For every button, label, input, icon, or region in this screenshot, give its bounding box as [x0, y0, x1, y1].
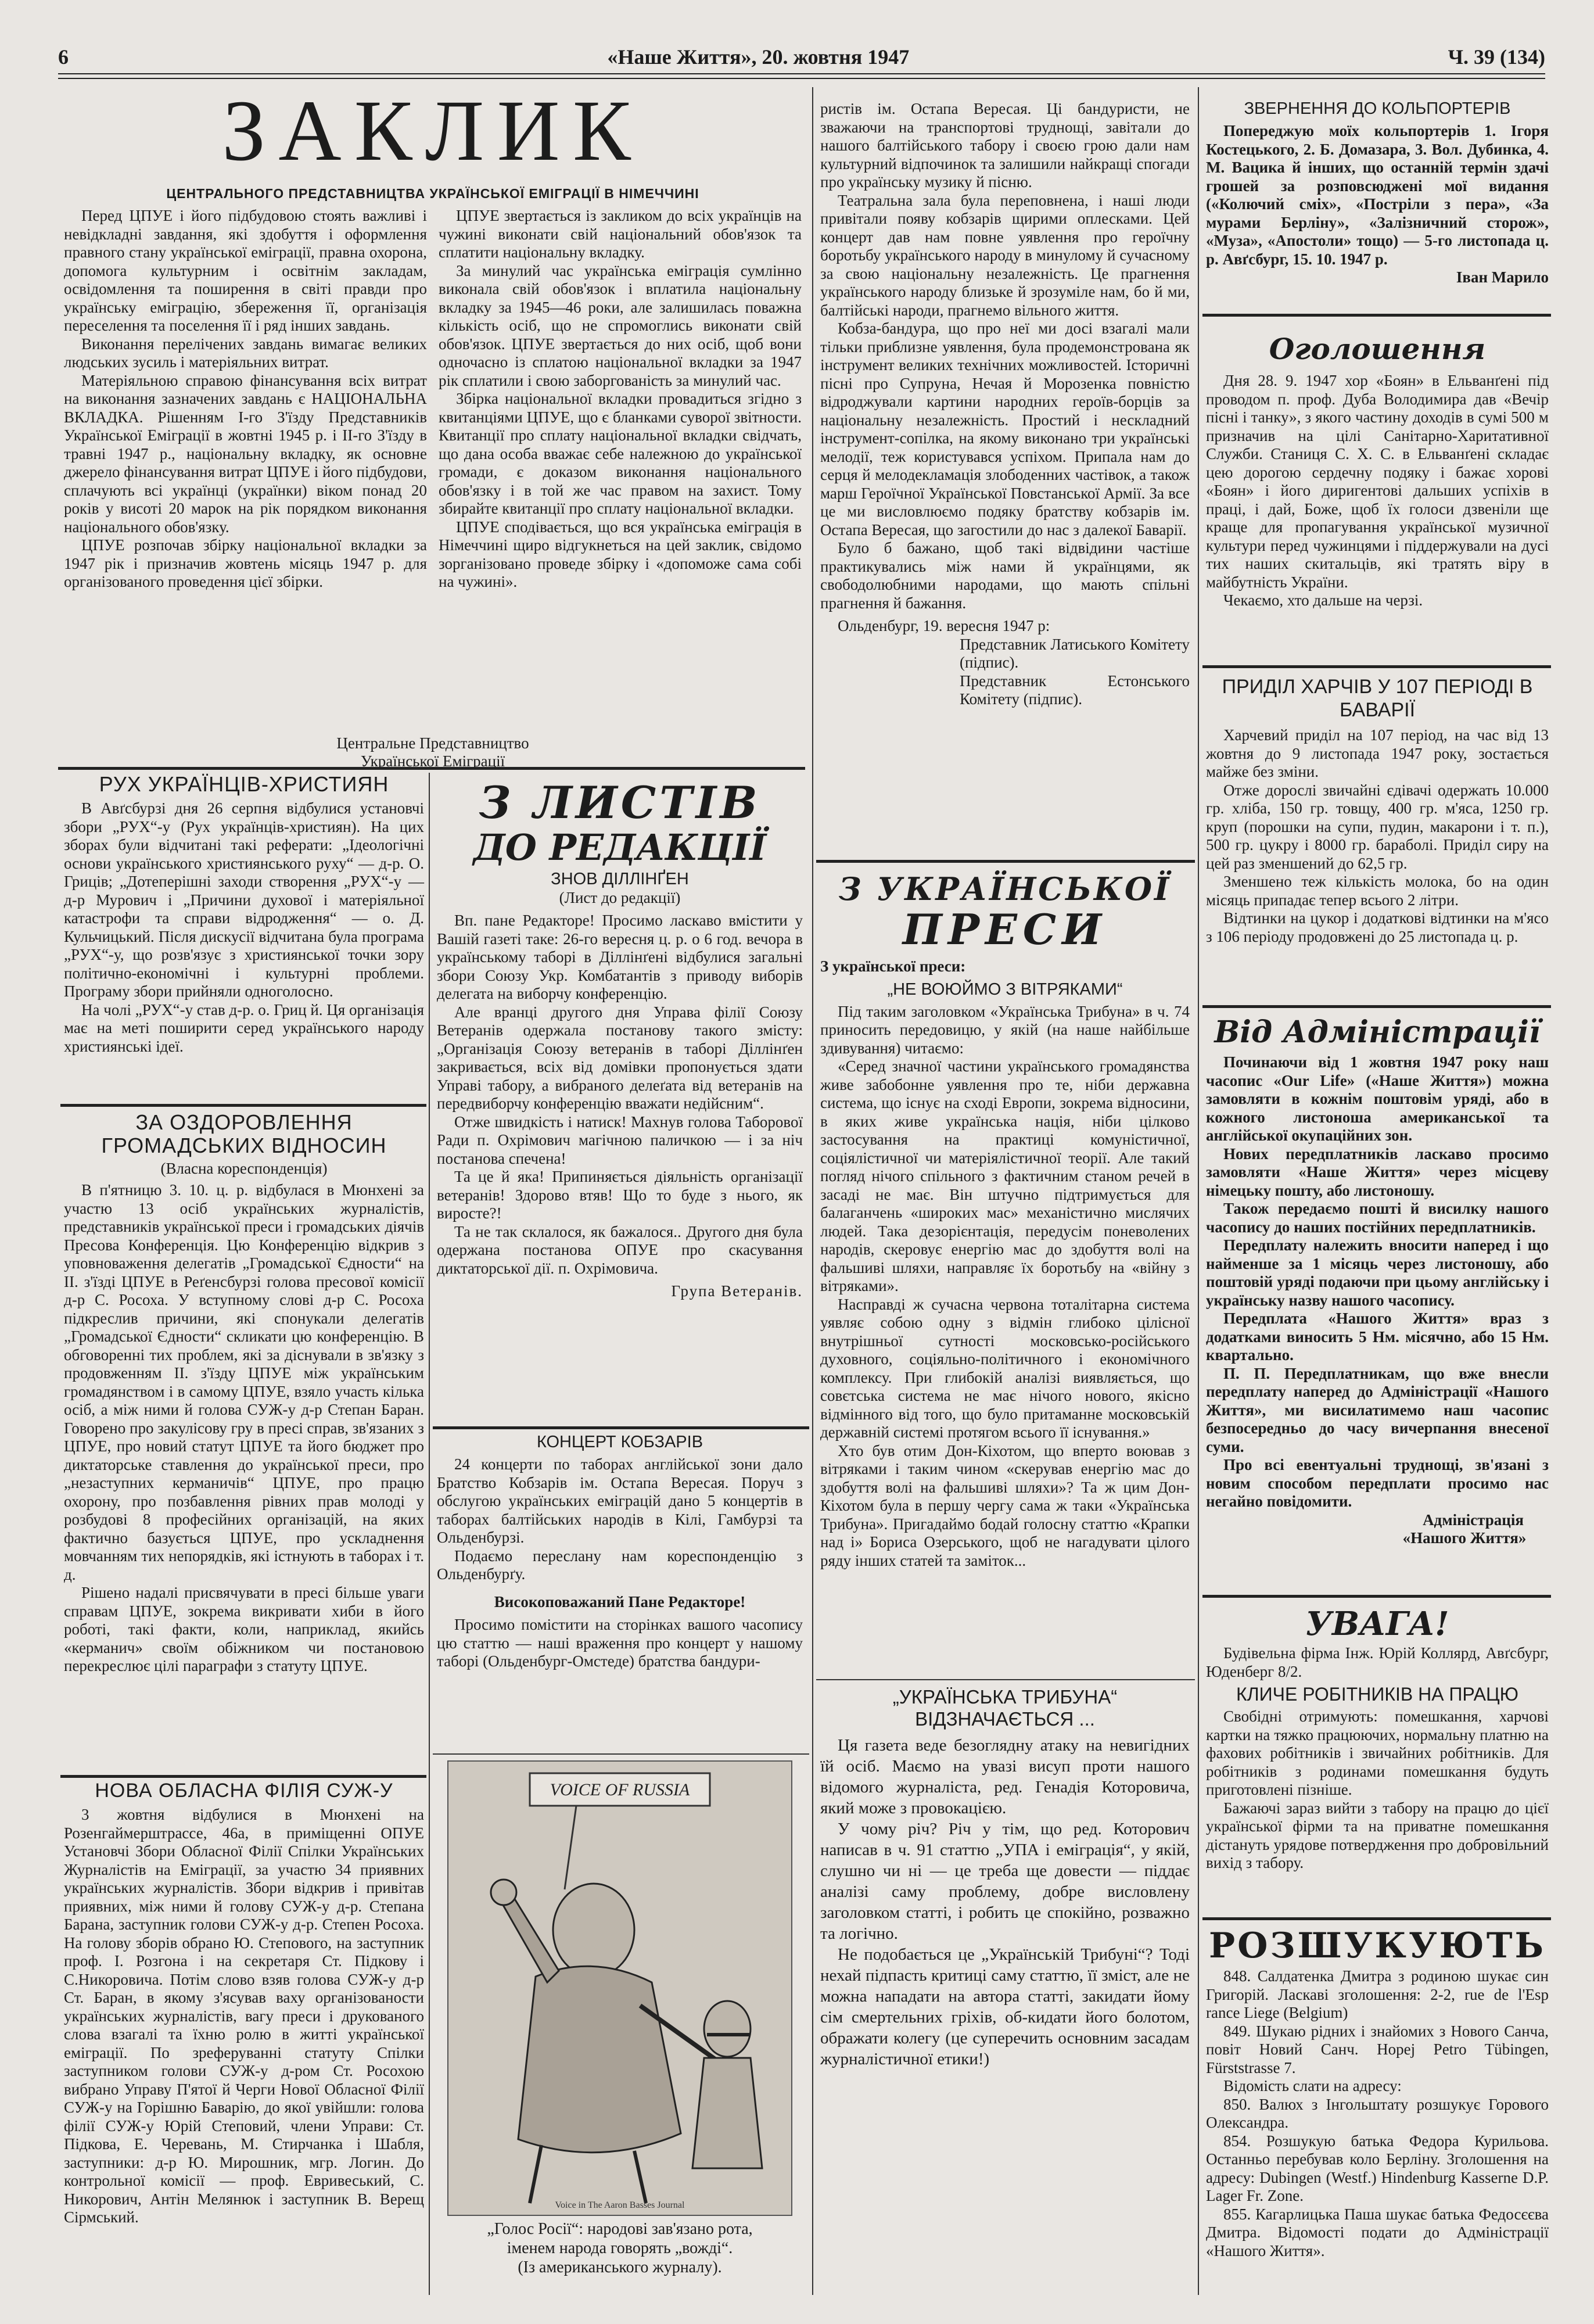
trybuna-title: „УКРАЇНСЬКА ТРИБУНА“ ВІДЗНАЧАЄТЬСЯ ... [892, 1686, 1118, 1730]
paragraph: Попереджую моїх кольпортерів 1. Ігоря Костецького, 2. Б. Домазара, 3. Вол. Дубинка, 4. М. Вацика й інших, що останній термін здачі грошей за розповсюджені мої видання («Колючий сміх», «Постріли з пера», «За мурами Берліну», «Залізничний сторож», «Муза», «Апостоли» тощо) — 5-го листопада ц. р. Авґсбург, 15. 10. 1947 р. [1206, 122, 1549, 268]
ozdorovlennia-title: ЗА ОЗДОРОВЛЕННЯ ГРОМАДСЬКИХ ВІДНОСИН [101, 1110, 387, 1157]
section-rule [433, 1753, 809, 1755]
paragraph: Отже швидкість і натиск! Махнув голова Таборової Ради п. Охрімович магічною паличкою — і за ніч постанова спечена! [437, 1113, 803, 1167]
notice-item: 849. Шукаю рідних і знайомих з Нового Санча, повіт Новий Санч. Hopej Petro Tübingen, Fürststrasse 7. [1206, 2022, 1549, 2076]
paragraph: «Серед значної частини українського громадянства живе забобонне уявлення про те, ніби державна система, що існує на сході Европи, зокрема відносини, в яких живе українська нація, ніби цілково застосування на практиці комуністичної, соціялістичної чи матеріялістичної теорії. Але такий погляд нічого спільного з фактичним станом речей в засаді не має. Він штучно підтримується для балаганчень «широких мас» механістично мислячих людей. Така дезорієнтація, передусім поневолених народів, скеровує енергію мас до здобуття волі на фальшиві шляхи, направляє їх боротьбу на «війну з вітряками». [820, 1057, 1190, 1294]
rukh-article [64, 773, 424, 1056]
paragraph: Кобза-бандура, що про неї ми досі взагалі мали тільки приблизне уявлення, була продемонстрована як інструмент великих технічних можливостей. Історичні пісні про Супруна, Нечая й Морозенка повністю відроджували картини народних героїв-борців за національну незалежність. Простий і нескладний інструмент-сопілка, на якому виконано три українські мелодії, теж користувався успіхом. Припала нам до серця й мелодекламація злободенних частівок, а також марш Героїчної Української Повстанської Армії. За все це ми висловлюємо подяку братству кобзарів ім. Остапа Вересая, що загостили до нас з далекої Баварії. [820, 320, 1190, 539]
zaklyk-col1 [64, 207, 427, 591]
paragraph: У чому річ? Річ у тім, що ред. Которович написав в ч. 91 статтю „УПА і еміграція“, у якій, слушно чи ні — це треба ще довести — піддає аналізі саму проблему, добре висловлену заголовком статті, і робить це спокійно, розважно та логічно. [820, 1820, 1190, 1943]
paragraph: Та це й яка! Припиняється діяльність організації ветеранів! Здорово втяв! Що то буде з нього, як виросте?! [437, 1168, 803, 1222]
cartoon-banner-text: VOICE OF RUSSIA [550, 1780, 690, 1799]
zaklyk-article [64, 83, 802, 202]
paragraph: Відтинки на цукор і додаткові відтинки на м'ясо з 106 періоду продовжені до 25 листопада ц. р. [1206, 909, 1549, 945]
paragraph: Матеріяльною справою фінансування всіх витрат на виконання зазначених завдань є НАЦІОНАЛЬНА ВКЛАДКА. Рішенням I-го З'їзду Представників Української Еміграції в жовтні 1945 р. і II-го З'їзду в травні 1947 р., національну вкладку, як основне джерело фінансування витрат ЦПУЕ і його підбудови, сплачують всі українці (українки) віком понад 20 років у висоті 20 марок на рік порядком виконання національного обов'язку. [64, 371, 427, 536]
kolporters-signature: Іван Марило [1456, 268, 1549, 286]
presa-article [820, 871, 1190, 1570]
lysty-subtitle2: (Лист до редакції) [559, 889, 681, 906]
lysty-subtitle: ЗНОВ ДІЛЛІНҐЕН [551, 870, 689, 888]
cartoon-caption-line: (Із американського журналу). [518, 2258, 722, 2276]
trybuna-article [820, 1686, 1190, 2070]
paragraph: 24 концерти по таборах англійської зони дало Братство Кобзарів ім. Остапа Вересая. Поруч з обслугою українських еміграцій дано 5 концертів в таборах балтійських народів в Кілі, Гамбурзі та Ольденбурзі. [437, 1455, 803, 1546]
koncert-salutation: Високоповажаний Пане Редакторе! [494, 1593, 746, 1611]
column-rule [1198, 87, 1199, 2295]
header-rule [58, 73, 1545, 79]
rukh-title: РУХ УКРАЇНЦІВ-ХРИСТИЯН [99, 772, 389, 796]
koncert-title: КОНЦЕРТ КОБЗАРІВ [536, 1433, 703, 1451]
paragraph: Отже дорослі звичайні єдівачі одержать 10.000 гр. хліба, 150 гр. товщу, 400 гр. м'яса, 1250 гр. круп (порошки на супи, пудин, макарони і т. п.), 500 гр. цукру і 8000 гр. бараболі. Приділ сиру на цей раз зменшений до 62,5 гр. [1206, 781, 1549, 872]
admin-notice [1206, 1014, 1549, 1548]
paragraph: Передплата «Нашого Життя» враз з додатками виносить 5 Нм. місячно, або 15 Нм. квартально. [1206, 1310, 1549, 1364]
signature-estonian: Представник Естонського Комітету (підпис). [960, 672, 1190, 708]
suzh-article [64, 1779, 424, 2227]
paragraph: ЦПУЕ розпочав збірку національної вкладки за 1947 рік і призначив жовтень місяць 1947 р. для організованого проведення цієї збірки. [64, 536, 427, 590]
zaklyk-col2 [439, 207, 802, 591]
paragraph: Було б бажано, щоб такі відвідини частіше практикувались між нами й українцями, як свободолюбними народами, що мають спільні прагнення й бажання. [820, 539, 1190, 612]
section-rule [816, 1679, 1195, 1680]
presa-article-title: „НЕ ВОЮЙМО З ВІТРЯКАМИ“ [887, 980, 1123, 999]
lysty-title-line1: З ЛИСТІВ [479, 777, 761, 829]
ogoloshennia-title: Оголошення [1269, 332, 1486, 366]
paragraph: ЦПУЕ звертається із закликом до всіх українців на чужині виконати свій національний обов'язок та сплатити національну вкладку. [439, 207, 802, 261]
paragraph: 3 жовтня відбулися в Мюнхені на Розенгаймерштрассе, 46а, в приміщенні ОПУЕ Установчі Збори Обласної Філії Спілки Українських Журналістів на Еміграції, за участю 34 приявних українських журналістів. Збори відкрив і привітав приявних, між ними й голову СУЖ-у д-р. Степана Барана, заступник голови СУЖ-у д-р. Степен Росоха. На голову зборів обрано Ю. Степового, на заступник проф. І. Розгона і на секретаря Ст. Підкову і С.Никоровича. Потім слово взяв голова СУЖ-у д-р Ст. Баран, в якому з'ясував ваху організованости українських журналістів, вагу преси і друкованого слова взагалі та їхню ролю в житті української еміграції. По зреферуванні статуту Спілки заступником голови СУЖ-у д-ром Ст. Росохою вибрано Управу П'ятої й Черги Нової Обласної Філії СУЖ-у на Горішню Баварію, до якої увійшли: голова філії СУЖ-у Юрій Степовий, члени Управи: Ст. Підкова, Е. Черевань, М. Стирчанка і Шабля, заступники: д-р Ю. Мирошник, мгр. Логин. До контрольної комісії — проф. Евривеський, С. Никорович, Антін Мелянюк і заступник В. Верещ Сірмський. [64, 1806, 424, 2226]
food-title: ПРИДІЛ ХАРЧІВ У 107 ПЕРІОДІ В БАВАРІЇ [1222, 676, 1533, 721]
paragraph: Театральна зала була переповнена, і наші люди привітали появу кобзарів щирими оплесками. Цей концерт дав нам повне уявлення про героїчну боротьбу українського народу в минулому й сучасному за свою національну незалежність. Це прагнення українського народу близьке й зрозуміле нам, бо й ми, балтійські народи, прагнемо вільного життя. [820, 191, 1190, 319]
paragraph: Харчевий приділ на 107 період, на час від 13 жовтня до 9 листопада 1947 року, зостається майже без зміни. [1206, 726, 1549, 780]
cartoon-drawing [448, 1762, 791, 2215]
paragraph: П. П. Передплатникам, що вже внесли передплату наперед до Адміністрації «Нашого Життя», ми висилатимемо наш часопис безпосередньо до часу вичерпання внесеної суми. [1206, 1364, 1549, 1455]
paragraph: В п'ятницю 3. 10. ц. р. відбулася в Мюнхені за участю 13 осіб українських журналістів, представників української преси і громадських діячів Пресова Конференція. Цю Конференцію відкрив з уповноваження делегатів „Громадської Єдности“ на II. з'їзді ЦПУЕ в Реґенсбурзі голова пресової комісії д-р С. Росоха. У вступному слові д-р С. Росоха підкреслив причини, які спонукали делегатів „Громадської Єдности“ скликати цю конференцію. В обговоренні тих проблем, які за діснували в зв'язку з продовженням II. з'їзду ЦПУЕ між українським громадянством і в самому ЦПУЕ, взяло участь кілька осіб, а між ними й голова СУЖ-у д-р Степан Баран. Говорено про закулісову гру в пресі справ, зв'язаних з ЦПУЕ, про новий статут ЦПУЕ та його бюджет про диктаторське ставлення до української преси, про „незаступних керманичів“ ЦПУЕ, про працю охорону, про позбавлення рівних прав молоді у розбудові 8 професійних організацій, на яких фактично базується ЦПУЕ, про ускладнення мовчанням тих непорядків, які істнують в таборах і т. д. [64, 1181, 424, 1583]
signature-latvian: Представник Латиського Комітету (підпис). [960, 635, 1190, 671]
page-number: 6 [58, 45, 69, 69]
paragraph: Також передаємо пошті й висилку нашого часопису до наших постійних передплатників. [1206, 1200, 1549, 1236]
section-rule [58, 767, 805, 770]
paragraph: ЦПУЕ сподівається, що вся українська еміграція в Німеччині щиро відгукнеться на цей заклик, свідомо зорганізовано проведе збірку і «допоможе сама собі на чужині». [439, 518, 802, 590]
section-rule [1202, 665, 1551, 668]
paragraph: Бажаючі зараз вийти з табору на працю до цієї української фірми та на приватне помешкання дістануть урядове потвердження про добровільний вихід з табору. [1206, 1799, 1549, 1871]
suzh-title: НОВА ОБЛАСНА ФІЛІЯ СУЖ-У [95, 1780, 393, 1802]
paragraph: Насправді ж сучасна червона тоталітарна система уявляє собою одну з відмін глибоко цілісної внутрішньої сутності московсько-російського духовного, соціяльно-політичного і економічного комплексу. При глибокій аналізі виявляється, що совєтська система не має нічого нового, якісно відмінного від того, що було притаманне московській державній системі протягом всього її існування.» [820, 1295, 1190, 1441]
section-rule [1202, 1595, 1551, 1598]
publication-title: «Наше Життя», 20. жовтня 1947 [607, 45, 910, 69]
rozshukuiut-title: РОЗШУКУЮТЬ [1208, 1925, 1546, 1966]
paragraph: Просимо помістити на сторінках вашого часопису цю статтю — наші враження про концерт у нашому таборі (Ольденбург-Омстеде) братства бандури- [437, 1616, 803, 1670]
notice-item: 850. Валюх з Інгольштату розшукує Горового Олександра. [1206, 2095, 1549, 2131]
zaklyk-title: ЗАКЛИК [222, 83, 644, 179]
paragraph: Перед ЦПУЕ і його підбудовою стоять важливі і невідкладні завдання, які здобуття і оформлення правного стану української еміграції, правна охорона, допомога культурним і освітнім закладам, освідомлення та поширення в світі правди про українську еміграцію, збереження її, організація переселення та поселення її і ряд інших завдань. [64, 207, 427, 334]
notice-item: Відомість слати на адресу: [1223, 2077, 1402, 2095]
firm-name: Будівельна фірма Інж. Юрій Коллярд, Авґсбург, Юденберг 8/2. [1206, 1644, 1549, 1680]
notice-item: 855. Кагарлицька Паша шукає батька Федосєєва Дмитра. Відомості подати до Адміністрації «Нашого Життя». [1206, 2205, 1549, 2260]
ozdorovlennia-article [64, 1111, 424, 1676]
paragraph: Але вранці другого дня Управа філії Союзу Ветеранів одержала постанову такого змісту: „Організація Союзу ветеранів в таборі Діллінґен закривається, всіх від домівки пропонується здати Управі табору, а вибраного делеґата від ветеранів на передвиборчу конференцію вважати недійсним“. [437, 1003, 803, 1112]
paragraph: Вп. пане Редакторе! Просимо ласкаво вмістити у Вашій газеті таке: 26-го вересня ц. р. о 6 год. вечора в українському таборі в Діллінґені відбулися загальні збори Союзу Укр. Комбатантів з приводу виборів делегата на виборчу конференцію. [437, 912, 803, 1002]
uvaga-heading: КЛИЧЕ РОБІТНИКІВ НА ПРАЦЮ [1236, 1684, 1518, 1705]
presa-title-line2: ПРЕСИ [902, 905, 1108, 954]
issue-number: Ч. 39 (134) [1448, 45, 1545, 69]
koncert-article [437, 1432, 803, 1671]
zaklyk-signature: Центральне Представництво Української Еміграції [336, 734, 529, 770]
zaklyk-subtitle: ЦЕНТРАЛЬНОГО ПРЕДСТАВНИЦТВА УКРАЇНСЬКОЇ ЕМІГРАЦІЇ В НІМЕЧЧИНІ [166, 186, 699, 201]
section-rule [433, 1426, 809, 1429]
paragraph: Хто був отим Дон-Кіхотом, що вперто воював з вітряками і таким чином «скерував енергію мас до здобуття волі на фальшиві шляхи»? Та ж цим Дон-Кіхотом була в першу чергу сама ж таки «Українська Трибуна». Пригадаймо бодай голосну статтю «Крапки над і» Бориса Озерського, щоб не нагадувати цілого ряду інших статей та заміток... [820, 1441, 1190, 1569]
notice-item: 848. Салдатенка Дмитра з родиною шукає син Григорій. Ласкаві зголошення: 2-2, rue de l'Esp rance Liege (Belgium) [1206, 1967, 1549, 2021]
section-rule [60, 1104, 426, 1107]
paragraph: Під таким заголовком «Українська Трибуна» в ч. 74 приносить передовицю, у якій (на наше найбільше здивування) читаємо: [820, 1002, 1190, 1057]
bandurists-letter [820, 100, 1190, 709]
paragraph: Рішено надалі присвячувати в пресі більше уваги справам ЦПУЕ, зокрема викривати хиби в його роботі, такі факти, коли, наприклад, якийсь «керманич» своїм обіжником чи постановою перекреслює цілі параграфи з статуту ЦПУЕ. [64, 1584, 424, 1674]
section-rule [60, 1775, 426, 1778]
section-rule [1202, 1005, 1551, 1008]
notice-item: 854. Розшукую батька Федора Курильова. Останньо перебував коло Берліну. Зголошення на адресу: Dubingen (Westf.) Hindenburg Kasserne D.P. Lager Fr. Zone. [1206, 2132, 1549, 2204]
paragraph: Збірка національної вкладки провадиться згідно з квитанціями ЦПУЕ, що є бланками суворої звітности. Квитанції про сплату національної вкладки свідчать, що дана особа вважає себе належною до української громади, є доказом виконання національного обов'язку і в той же час правом на захист. Тому збирайте квитанції про сплату національної вкладки. [439, 390, 802, 517]
cartoon-image [447, 1760, 792, 2216]
letter-date: Ольденбург, 19. вересня 1947 р: [838, 617, 1050, 634]
uvaga-title: УВАГА! [1305, 1605, 1449, 1643]
paragraph: Починаючи від 1 жовтня 1947 року наш часопис «Our Life» («Наше Життя») можна замовляти в кожнім поштовім уряді, або в кожного листоноша американської та англійської окупаційних зон. [1206, 1053, 1549, 1144]
section-rule [1202, 1917, 1551, 1920]
section-rule [1202, 314, 1551, 317]
paragraph: Чекаємо, хто дальше на черзі. [1223, 591, 1423, 609]
food-ration-article [1206, 675, 1549, 946]
paragraph: Нових передплатників ласкаво просимо замовляти «Наше Життя» через місцеву німецьку пошту, або листоношу. [1206, 1145, 1549, 1199]
paragraph: Не подобається це „Українській Трибуні“? Тоді нехай підпасть критиці саму статтю, її зміст, але не можна нападати на автора статті, закидати йому сім смертельних гріхів, об-кидати його болотом, ображати колегу (це суперечить основним засадам журналістичної етики!) [820, 1945, 1190, 2068]
lysty-signature: Група Ветеранів. [671, 1282, 803, 1300]
presa-section-label: З української преси: [820, 957, 966, 975]
section-rule [816, 860, 1195, 863]
cartoon-caption [437, 2219, 803, 2277]
paragraph: За минулий час українська еміграція сумлінно виконала свій обов'язок і вплатила національну вкладку за 1945—46 роки, але залишилась поважна кількість осіб, що не спромоглись виконати свій обов'язок. ЦПУЕ звертається до них осіб, щоб вони одночасно із сплатою національної вкладки за 1947 рік сплатили і свою заборгованість за минулий час. [439, 261, 802, 389]
paragraph: ристів ім. Остапа Вересая. Ці бандуристи, не зважаючи на транспортові труднощі, завітали до нашого балтійського табору і своєю грою дали нам культурний відпочинок та залишили найкращі спогади про українську музику й пісню. [820, 100, 1190, 191]
lysty-title-line2: ДО РЕДАКЦІЇ [473, 826, 767, 869]
lysty-article [437, 779, 803, 1301]
paragraph: Дня 28. 9. 1947 хор «Боян» в Ельванґені під проводом п. проф. Дуба Володимира дав «Вечір пісні і танку», з якого частину доходів в сумі 500 м призначив на цілі Санітарно-Харитативної Служби. Станиця С. Х. С. в Ельванґені складає цею дорогою сердечну подяку і бажає хорові «Боян» і його диригентові дальших успіхів в праці, і дай, Боже, щоб їх голоси дзвеніли ще краще для пропагування української музичної культури перед чужинцями і піддержували на дусі тих наших скитальців, які тратять віру в майбутність України. [1206, 372, 1549, 591]
paragraph: Ця газета веде безоглядну атаку на невигідних їй осіб. Маємо на увазі висуп проти нашого відомого журналіста, ред. Генадія Которовича, який може з провокацією. [820, 1736, 1190, 1817]
admin-title: Від Адміністрації [1214, 1014, 1541, 1050]
paragraph: Свобідні отримують: помешкання, харчові картки на тяжко працюючих, нормальну платню на фахових робітників і звичайних робітників. Для робітників з родинами помешкання будуть приготовлені пізніше. [1206, 1708, 1549, 1798]
paragraph: В Авґсбурзі дня 26 серпня відбулися установчі збори „РУХ“-у (Рух українців-християн). На цих зборах були відчитані такі реферати: „Ідеологічні основи українського християнського руху“ — д-р. О. Гриців; „Дотеперішні заходи створення „РУХ“-у — д-р Мурович і „Причини духової і матеріяльної катастрофи та справи відродження“ — о. Д. Кульчицький. Після дискусії відчитана була програма „РУХ“-у, що розв'язує з християнської точки зору політично-економічні і культурні проблеми. Програму збори прийняли одноголосно. [64, 799, 424, 1000]
kolporters-notice [1206, 99, 1549, 287]
column-rule [429, 773, 430, 2295]
paragraph: На чолі „РУХ“-у став д-р. о. Гриц й. Ця організація має на меті поширити серед українського народу християнські ідеї. [64, 1000, 424, 1055]
cartoon-inner-caption: Voice in The Aaron Basses Journal [555, 2200, 685, 2210]
kolporters-title: ЗВЕРНЕННЯ ДО КОЛЬПОРТЕРІВ [1244, 99, 1511, 118]
ogoloshennia-notice [1206, 331, 1549, 610]
paragraph: Виконання перелічених завдань вимагає великих людських зусиль і матеріяльних витрат. [64, 335, 427, 371]
presa-title-line1: З УКРАЇНСЬКОЇ [838, 870, 1172, 908]
paragraph: Зменшено теж кількість молока, бо на один місяць припадає тепер всього 2 літри. [1206, 873, 1549, 909]
paragraph: Передплату належить вносити наперед і що найменше за 1 місяць через листоношу, або поштовій уряді подаючи при цьому англійську і українську назву нашого часопису. [1206, 1236, 1549, 1309]
admin-signature: Адміністрація «Нашого Життя» [1402, 1511, 1527, 1547]
cartoon-caption-line: „Голос Росії“: народові зав'язано рота, [487, 2220, 753, 2238]
paragraph: Та не так склалося, як бажалося.. Другого дня була одержана постанова ОПУЕ про скасування диктаторської дії. п. Охрімовича. [437, 1222, 803, 1277]
page-header [58, 44, 1545, 70]
paragraph: Подаємо пересланy нам кореспонденцію з Ольденбурґу. [437, 1547, 803, 1583]
uvaga-advert [1206, 1604, 1549, 1873]
search-notices [1206, 1924, 1549, 2260]
paragraph: Про всі евентуальні труднощі, зв'язані з новим способом передплати просимо нас негайно повідомити. [1206, 1456, 1549, 1510]
ozdorovlennia-subtitle: (Власна кореспонденція) [160, 1160, 328, 1177]
column-rule [812, 87, 813, 2295]
cartoon-caption-line: іменем народа говорять „вожді“. [507, 2239, 733, 2257]
